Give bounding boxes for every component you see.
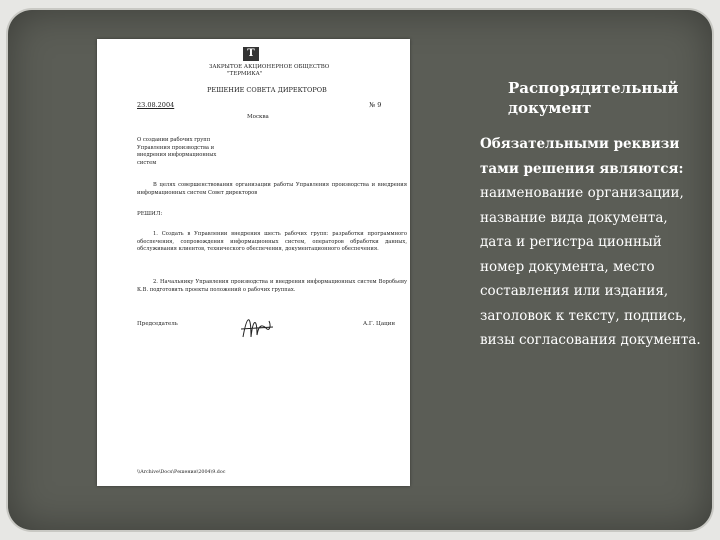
chair-label: Председатель — [137, 321, 178, 327]
document-intro: В целях совершенствования организации работы Управления производства и внедрения информационных систем Совет директоров — [137, 182, 407, 196]
slide-body-rest: наименование организации, название вида документа, дата и регистра ционный номер документа, место составления или издания, заголовок к тексту, подпись, визы согласования документа. — [480, 185, 701, 348]
file-path: \\Archive\Docs\Решения\2004\9.doc — [137, 470, 226, 475]
document-place: Москва — [247, 114, 269, 120]
document-heading: О создании рабочих групп Управления производства и внедрения информационных систем — [137, 137, 217, 166]
document-item-2: 2. Начальнику Управления производства и внедрения информационных систем Воробьеву К.В. подготовить проекты положений о рабочих группах. — [137, 279, 407, 293]
document-decided: РЕШИЛ: — [137, 211, 163, 217]
org-name-line2: "ТЕРМИКА" — [227, 71, 263, 77]
slide-body-bold: Обязательными реквизи тами решения являются: — [480, 136, 684, 177]
org-name-line1: ЗАКРЫТОЕ АКЦИОНЕРНОЕ ОБЩЕСТВО — [209, 64, 330, 70]
document-type: РЕШЕНИЕ СОВЕТА ДИРЕКТОРОВ — [207, 86, 327, 94]
document-number: № 9 — [369, 101, 382, 109]
chair-name: А.Г. Цацин — [363, 321, 395, 327]
document-image — [97, 39, 410, 486]
slide-body — [480, 132, 702, 353]
signature-image — [237, 307, 277, 347]
slide-title: Распорядительный документ — [508, 79, 679, 117]
company-logo: Т — [243, 47, 259, 61]
document-item-1: 1. Создать в Управлении внедрения шесть рабочих групп: разработки программного обеспечения, сопровождения информационных систем, операторов обработки данных, обслуживания клиентов, технического обеспечения, документационного обеспечения. — [137, 231, 407, 252]
document-date: 23.08.2004 — [137, 101, 175, 109]
